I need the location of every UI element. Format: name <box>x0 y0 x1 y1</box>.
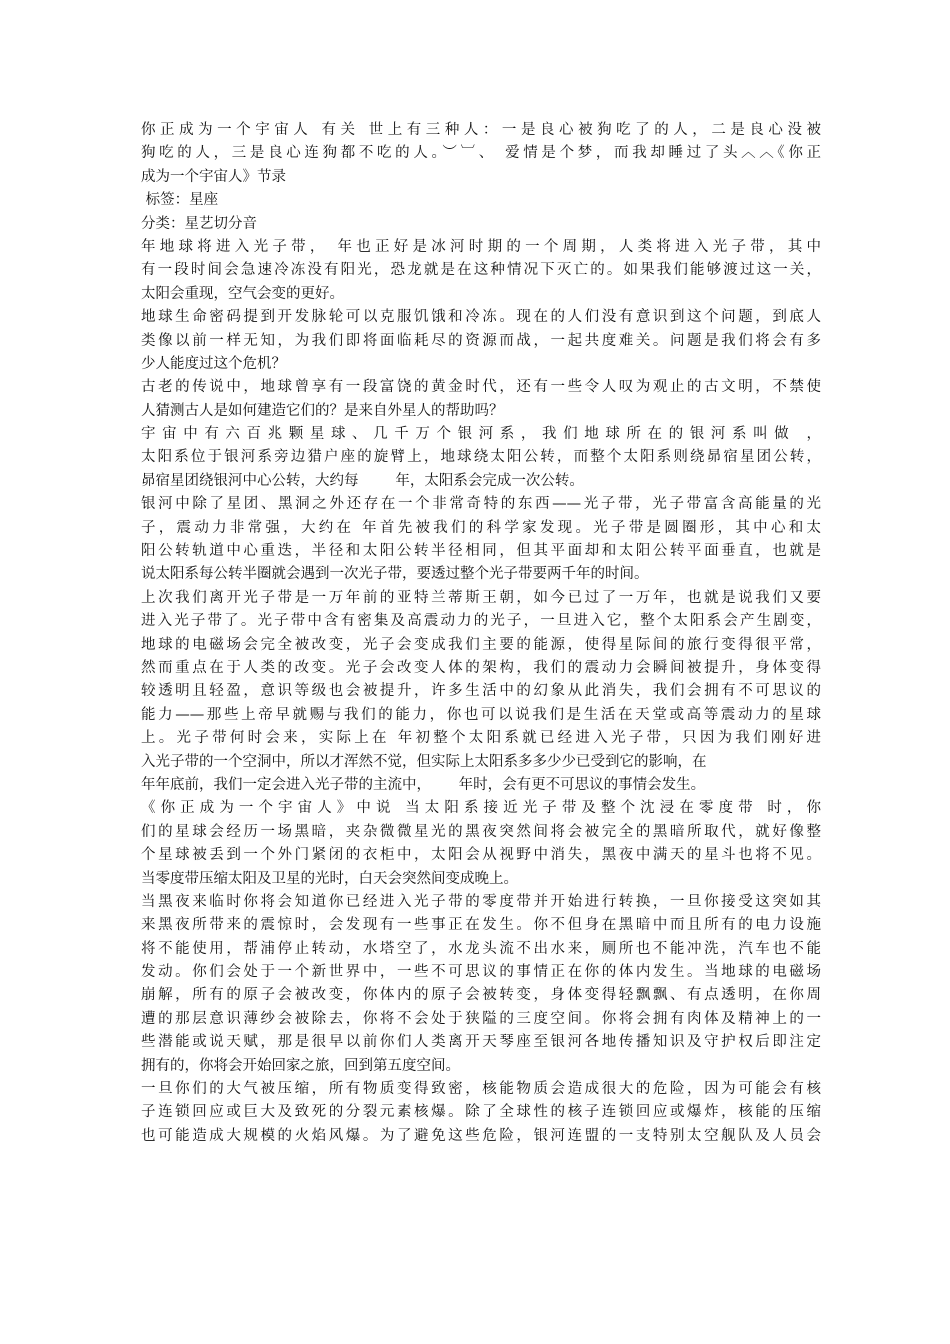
text-line: 有一段时间会急速冷冻没有阳光，恐龙就是在这种情况下灭亡的。如果我们能够渡过这一关， <box>141 262 821 279</box>
text-line: 成为一个宇宙人》节录 <box>141 168 286 185</box>
text-line: 遭的那层意识薄纱会被除去，你将不会处于狭隘的三度空间。你将会拥有肉体及精神上的一 <box>141 1010 821 1027</box>
text-line: 狗吃的人，三是良心连狗都不吃的人。︶︺、 爱情是个梦，而我却睡过了头︿︿《你正 <box>141 145 821 162</box>
text-line: 崩解，所有的原子会被改变，你体内的原子会被转变，身体变得轻飘飘、有点透明，在你周 <box>141 987 821 1004</box>
text-line: 进入光子带了。光子带中含有密集及高震动力的光子，一旦进入它，整个太阳系会产生剧变， <box>141 613 821 630</box>
document-body <box>141 119 821 1148</box>
text-line: 古老的传说中，地球曾享有一段富饶的黄金时代，还有一些令人叹为观止的古文明，不禁使 <box>141 379 821 396</box>
text-line: 昴宿星团绕银河中心公转，大约每 年，太阳系会完成一次公转。 <box>141 472 584 489</box>
text-line: 阳公转轨道中心重迭，半径和太阳公转半径相同，但其平面却和太阳公转平面垂直，也就是 <box>141 543 821 560</box>
text-line: 《你正成为一个宇宙人》中说 当太阳系接近光子带及整个沈浸在零度带 时，你 <box>141 800 821 817</box>
text-line: 拥有的，你将会开始回家之旅，回到第五度空间。 <box>141 1057 460 1074</box>
text-line: 上次我们离开光子带是一万年前的亚特兰蒂斯王朝，如今已过了一万年，也就是说我们又要 <box>141 589 821 606</box>
text-line: 少人能度过这个危机？ <box>141 355 286 372</box>
text-line: 类像以前一样无知，为我们即将面临耗尽的资源而战，一起共度难关。问题是我们将会有多 <box>141 332 821 349</box>
text-line: 标签：星座 <box>141 192 219 209</box>
text-line: 银河中除了星团、黑洞之外还存在一个非常奇特的东西——光子带，光子带富含高能量的光 <box>141 496 821 513</box>
text-line: 个星球被丢到一个外门紧闭的衣柜中，太阳会从视野中消失，黑夜中满天的星斗也将不见。 <box>141 847 821 864</box>
text-line: 太阳会重现，空气会变的更好。 <box>141 285 344 302</box>
text-line: 子连锁回应或巨大及致死的分裂元素核爆。除了全球性的核子连锁回应或爆炸，核能的压缩 <box>141 1104 821 1121</box>
text-line: 能力——那些上帝早就赐与我们的能力，你也可以说我们是生活在天堂或高等震动力的星球 <box>141 706 821 723</box>
text-line: 一旦你们的大气被压缩，所有物质变得致密，核能物质会造成很大的危险，因为可能会有核 <box>141 1081 821 1098</box>
text-line: 当黑夜来临时你将会知道你已经进入光子带的零度带并开始进行转换，一旦你接受这突如其 <box>141 893 821 910</box>
text-line: 地球生命密码提到开发脉轮可以克服饥饿和冷冻。现在的人们没有意识到这个问题，到底人 <box>141 309 821 326</box>
text-line: 当零度带压缩太阳及卫星的光时，白天会突然间变成晚上。 <box>141 870 518 887</box>
text-line: 你正成为一个宇宙人 有关 世上有三种人：一是良心被狗吃了的人，二是良心没被 <box>141 122 821 138</box>
text-line: 子，震动力非常强，大约在 年首先被我们的科学家发现。光子带是圆圈形，其中心和太 <box>141 519 821 536</box>
text-line: 将不能使用，帮浦停止转动，水塔空了，水龙头流不出水来，厕所也不能冲洗，汽车也不能 <box>141 940 821 957</box>
text-line: 年年底前，我们一定会进入光子带的主流中， 年时，会有更不可思议的事情会发生。 <box>141 776 706 793</box>
text-line: 们的星球会经历一场黑暗，夹杂微微星光的黑夜突然间将会被完全的黑暗所取代，就好像整 <box>141 823 821 840</box>
text-line: 太阳系位于银河系旁边猎户座的旋臂上，地球绕太阳公转，而整个太阳系则绕昴宿星团公转， <box>141 449 821 466</box>
text-line: 些潜能或说天赋，那是很早以前你们人类离开天琴座至银河各地传播知识及守护权后即注定 <box>141 1034 821 1051</box>
text-line: 年地球将进入光子带， 年也正好是冰河时期的一个周期，人类将进入光子带，其中 <box>141 238 821 255</box>
text-line: 来黑夜所带来的震惊时，会发现有一些事正在发生。你不但身在黑暗中而且所有的电力设施 <box>141 917 821 934</box>
text-line: 较透明且轻盈，意识等级也会被提升，许多生活中的幻象从此消失，我们会拥有不可思议的 <box>141 683 821 700</box>
text-line: 分类：星艺切分音 <box>141 215 257 232</box>
text-line: 人猜测古人是如何建造它们的？是来自外星人的帮助吗？ <box>141 402 504 419</box>
text-line: 发动。你们会处于一个新世界中，一些不可思议的事情正在你的体内发生。当地球的电磁场 <box>141 964 821 981</box>
text-line: 宇宙中有六百兆颗星球、几千万个银河系，我们地球所在的银河系叫做 ， <box>141 426 821 443</box>
text-line: 入光子带的一个空洞中，所以才浑然不觉，但实际上太阳系多多少少已受到它的影响，在 <box>141 753 707 770</box>
text-line: 也可能造成大规模的火焰风爆。为了避免这些危险，银河连盟的一支特别太空舰队及人员会 <box>141 1127 821 1144</box>
text-line: 说太阳系每公转半圈就会遇到一次光子带，要透过整个光子带要两千年的时间。 <box>141 566 649 583</box>
text-line: 上。光子带何时会来，实际上在 年初整个太阳系就已经进入光子带，只因为我们刚好进 <box>141 730 821 747</box>
text-line: 地球的电磁场会完全被改变，光子会变成我们主要的能源，使得星际间的旅行变得很平常， <box>141 636 821 653</box>
text-line: 然而重点在于人类的改变。光子会改变人体的架构，我们的震动力会瞬间被提升，身体变得 <box>141 659 821 676</box>
